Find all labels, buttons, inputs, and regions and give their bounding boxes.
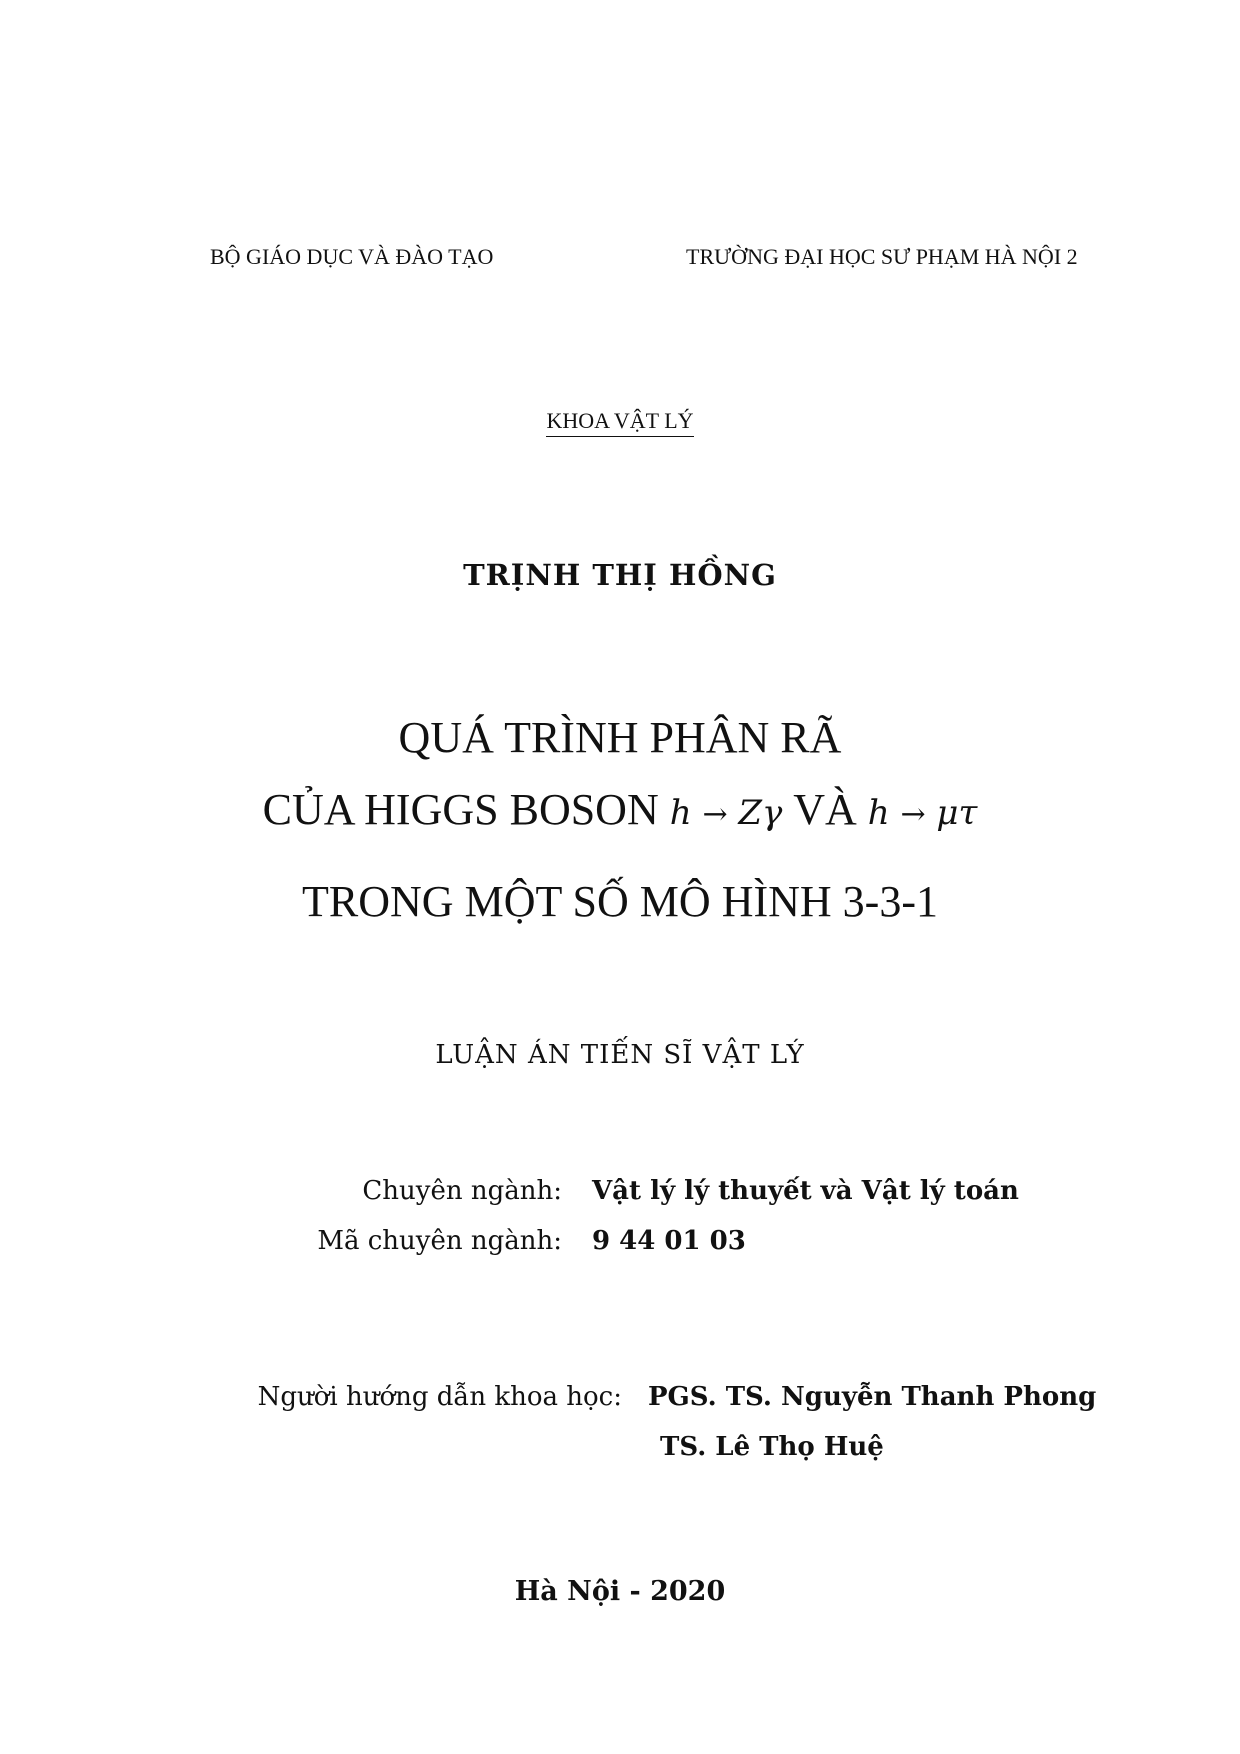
- specialization-value: Vật lý lý thuyết và Vật lý toán: [592, 1176, 1019, 1206]
- university-name: TRƯỜNG ĐẠI HỌC SƯ PHẠM HÀ NỘI 2: [686, 244, 1078, 269]
- specialization-label: Chuyên ngành:: [362, 1176, 562, 1206]
- advisor-label: Người hướng dẫn khoa học:: [257, 1382, 622, 1412]
- formula-h-to-z-gamma: [670, 793, 793, 833]
- author-name: TRỊNH THỊ HỒNG: [463, 558, 777, 592]
- faculty-name: [0, 408, 1240, 434]
- title-line-1: QUÁ TRÌNH PHÂN RÃ: [398, 713, 842, 762]
- title-line-2-and: VÀ: [793, 785, 857, 834]
- formula-2-h: h: [867, 793, 890, 833]
- advisor-primary: PGS. TS. Nguyễn Thanh Phong: [648, 1382, 1097, 1412]
- formula-1-rhs: Zγ: [738, 793, 783, 833]
- title-line-2-prefix: CỦA HIGGS BOSON: [262, 785, 659, 834]
- ministry-name: BỘ GIÁO DỤC VÀ ĐÀO TẠO: [210, 244, 494, 269]
- specialization-code-value: 9 44 01 03: [592, 1226, 746, 1256]
- degree-type: LUẬN ÁN TIẾN SĨ VẬT LÝ: [435, 1040, 805, 1070]
- advisor-secondary: TS. Lê Thọ Huệ: [660, 1432, 884, 1462]
- formula-2-arrow-icon: →: [900, 797, 926, 832]
- formula-2-rhs: μτ: [936, 793, 978, 833]
- formula-h-to-mu-tau: [868, 793, 978, 833]
- place-and-year: Hà Nội - 2020: [514, 1576, 726, 1607]
- title-line-2: [0, 784, 1240, 835]
- title-line-3: TRONG MỘT SỐ MÔ HÌNH 3-3-1: [302, 877, 938, 926]
- specialization-code-label: Mã chuyên ngành:: [317, 1226, 562, 1256]
- formula-1-h: h: [669, 793, 692, 833]
- formula-1-arrow-icon: →: [702, 797, 728, 832]
- faculty-label: KHOA VẬT LÝ: [546, 408, 693, 437]
